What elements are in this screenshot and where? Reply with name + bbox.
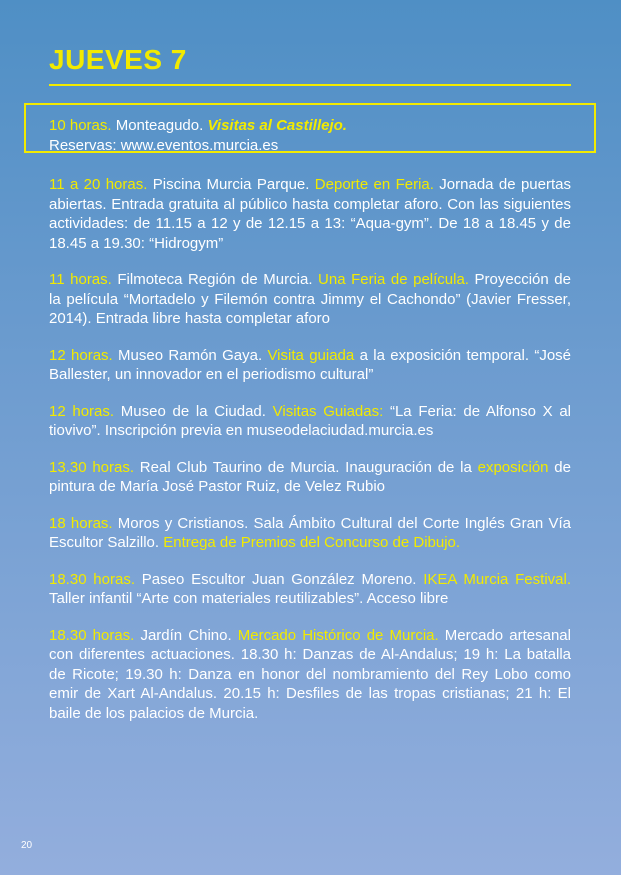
event-time: 11 a 20 horas. bbox=[49, 176, 148, 193]
event-time: 18 horas. bbox=[49, 514, 113, 532]
event-place: Jardín Chino. bbox=[134, 626, 238, 644]
event-title: Mercado Histórico de Murcia. bbox=[237, 626, 439, 644]
event-place: Piscina Murcia Parque. bbox=[147, 176, 315, 193]
event-time: 13.30 horas. bbox=[49, 458, 135, 476]
event-entry bbox=[49, 116, 571, 155]
event-description: Mercado artesanal con diferentes actuaciones. 18.30 h: Danzas de Al-Andalus; 19 h: La batalla de Ricote; 19.30 h: Danza en honor del nombramiento del Rey Lobo como emir de Xart Al-Andalus. 20.15 h: Desfiles de las tropas cristianas; 21 h: El baile de los palacios de Murcia. bbox=[49, 626, 571, 722]
event-title: Deporte en Feria. bbox=[314, 176, 434, 193]
event-description: a la exposición temporal. “José Ballester, un innovador en el periodismo cultural” bbox=[49, 346, 572, 383]
page-title: JUEVES 7 bbox=[49, 44, 187, 75]
event-entry bbox=[49, 175, 571, 253]
event-reservation: Reservas: www.eventos.murcia.es bbox=[49, 136, 279, 154]
event-title: exposición bbox=[477, 458, 549, 476]
event-description: de pintura de María José Pastor Ruiz, de Velez Rubio bbox=[49, 458, 571, 495]
event-entry bbox=[49, 270, 571, 329]
event-title: Entrega de Premios del Concurso de Dibujo. bbox=[163, 534, 461, 551]
event-place: Museo Ramón Gaya. bbox=[112, 346, 268, 364]
title-divider bbox=[49, 84, 571, 86]
event-title: Visitas Guiadas: bbox=[272, 402, 384, 420]
event-description: “La Feria: de Alfonso X al tiovivo”. Inscripción previa en museodelaciudad.murcia.es bbox=[49, 402, 571, 439]
event-place: Monteagudo. bbox=[111, 117, 208, 134]
event-title: Visitas al Castillejo. bbox=[207, 117, 347, 134]
event-entry bbox=[49, 402, 571, 441]
event-time: 11 horas. bbox=[49, 271, 112, 288]
event-description: Jornada de puertas abiertas. Entrada gratuita al público hasta completar aforo. Con las siguientes actividades: de 11.15 a 12 y de 12.15 a 13: “Aqua-gym”. De 18 a 18.45 y de 18.45 a 19.30: “Hidrogym” bbox=[49, 176, 571, 252]
event-description: Taller infantil “Arte con materiales reutilizables”. Acceso libre bbox=[49, 590, 449, 607]
event-place: Moros y Cristianos. Sala Ámbito Cultural del Corte Inglés Gran Vía Escultor Salzillo. bbox=[49, 514, 571, 551]
event-entry bbox=[49, 626, 571, 724]
event-entry bbox=[49, 570, 571, 609]
event-time: 12 horas. bbox=[49, 402, 115, 420]
event-entry bbox=[49, 514, 571, 553]
event-place: Museo de la Ciudad. bbox=[114, 402, 273, 420]
event-place: Paseo Escultor Juan González Moreno. bbox=[135, 570, 424, 588]
event-list bbox=[49, 116, 571, 740]
event-place: Filmoteca Región de Murcia. bbox=[111, 271, 319, 288]
event-place: Real Club Taurino de Murcia. Inauguración de la bbox=[134, 458, 478, 476]
event-description: Proyección de la película “Mortadelo y Filemón contra Jimmy el Cachondo” (Javier Fresser, 2014). Entrada libre hasta completar aforo bbox=[49, 271, 571, 327]
event-title: Visita guiada bbox=[267, 346, 355, 364]
event-title: Una Feria de película. bbox=[318, 271, 469, 288]
event-time: 18.30 horas. bbox=[49, 570, 135, 588]
event-time: 12 horas. bbox=[49, 346, 113, 364]
event-time: 10 horas. bbox=[49, 117, 112, 134]
event-title: IKEA Murcia Festival. bbox=[423, 570, 571, 588]
event-entry bbox=[49, 346, 571, 385]
page-number: 20 bbox=[21, 840, 33, 851]
event-time: 18.30 horas. bbox=[49, 626, 135, 644]
event-entry bbox=[49, 458, 571, 497]
